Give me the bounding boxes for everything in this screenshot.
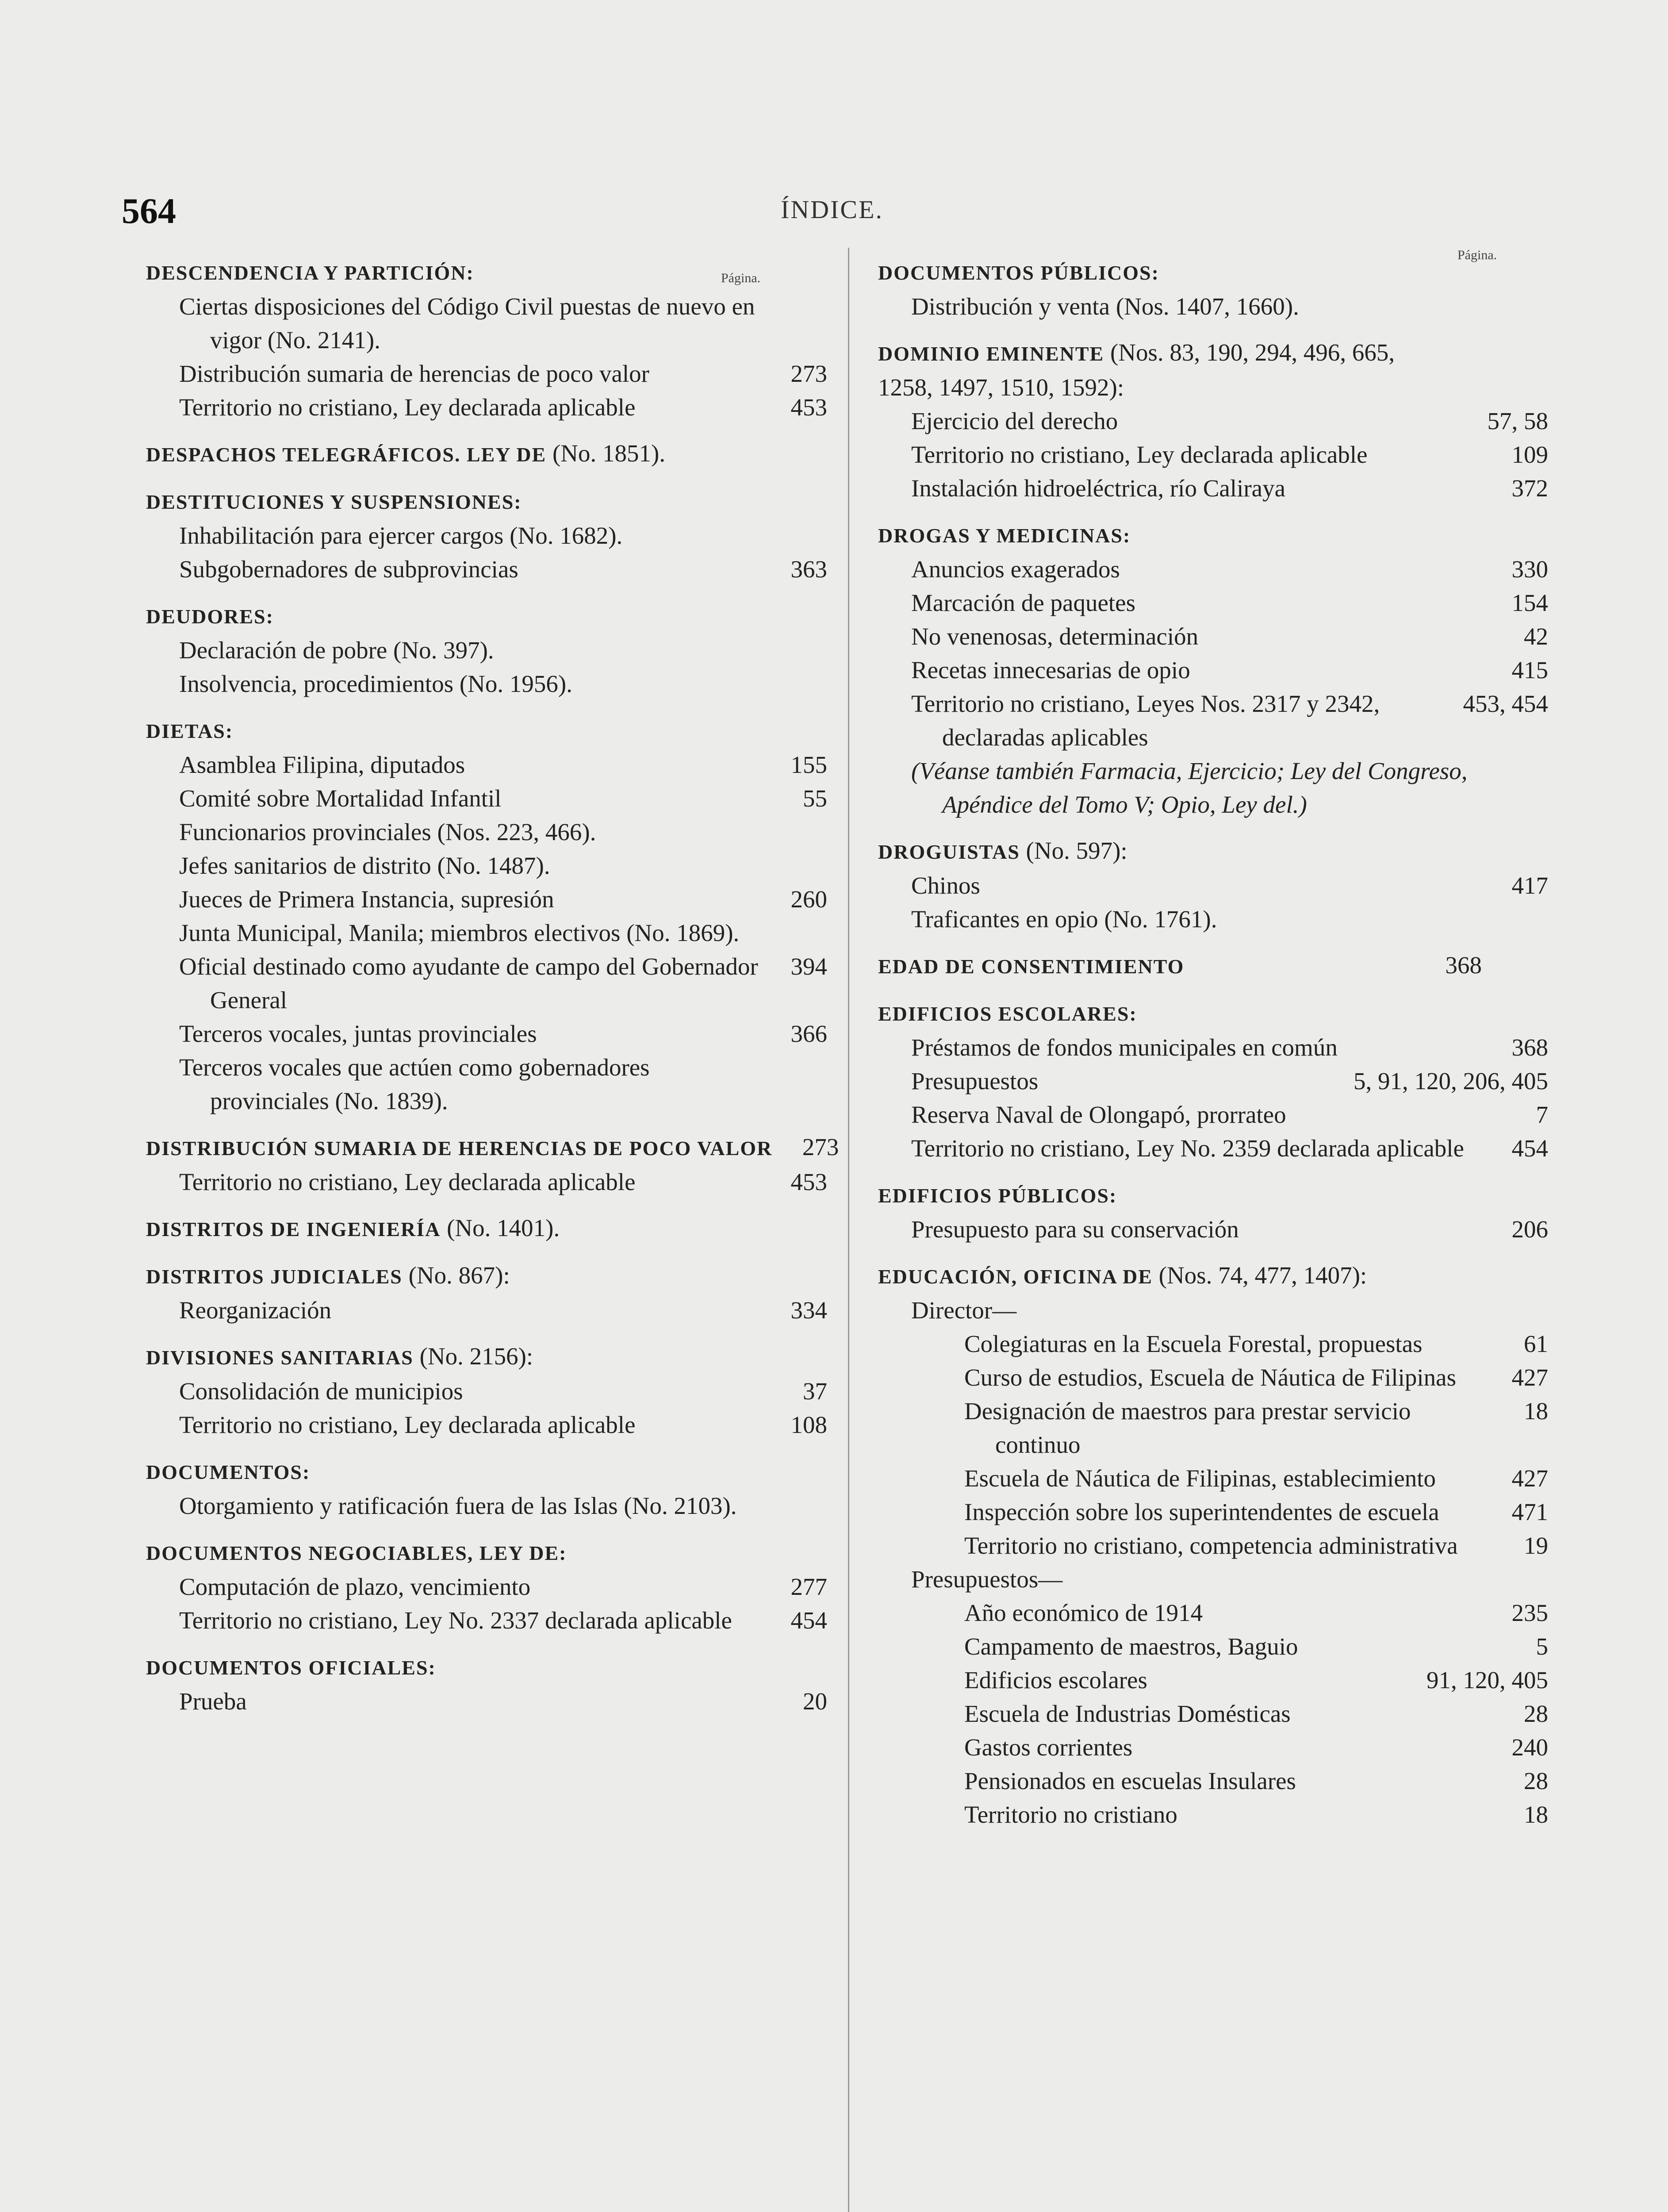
page-reference: 91, 120, 405 — [1426, 1667, 1548, 1694]
index-entry — [878, 1178, 1548, 1246]
subentry-text: Pensionados en escuelas Insulares — [964, 1767, 1296, 1794]
entry-heading-line — [146, 1130, 839, 1165]
page-reference: 37 — [803, 1378, 827, 1405]
page-reference: 368 — [1445, 952, 1482, 979]
index-subentry — [964, 1361, 1548, 1394]
index-subentry — [179, 1294, 827, 1327]
subentry-text: Ejercicio del derecho — [911, 407, 1118, 434]
entry-heading-line — [878, 255, 1548, 290]
entry-heading-body — [878, 1178, 1415, 1213]
index-subentry — [179, 1489, 827, 1523]
entry-heading-body — [878, 518, 1415, 553]
entry-heading: EDIFICIOS ESCOLARES: — [878, 1002, 1137, 1025]
entry-heading-line — [146, 1650, 827, 1685]
pagina-label-right: Página. — [1457, 248, 1497, 262]
index-subentry — [911, 404, 1548, 438]
page-reference: 366 — [790, 1020, 827, 1047]
page-reference: 454 — [1511, 1135, 1548, 1162]
entry-heading-line — [878, 996, 1548, 1031]
entry-heading: DOCUMENTOS: — [146, 1461, 311, 1483]
subentry-text: Territorio no cristiano — [964, 1801, 1177, 1828]
index-subentry — [911, 687, 1548, 754]
page-reference: 330 — [1511, 556, 1548, 583]
entry-heading-line — [878, 1178, 1548, 1213]
entry-heading-text — [146, 1214, 560, 1241]
page-reference: 61 — [1524, 1330, 1548, 1357]
index-entry — [146, 484, 827, 586]
index-subentry — [179, 815, 827, 849]
index-subentry — [964, 1529, 1548, 1563]
index-subentry — [964, 1394, 1548, 1462]
index-subentry — [911, 290, 1548, 323]
page-reference: 277 — [790, 1573, 827, 1600]
entry-heading-body — [146, 255, 694, 290]
index-subentry — [964, 1630, 1548, 1663]
entry-heading-body — [146, 484, 694, 519]
entry-heading: DIVISIONES SANITARIAS — [146, 1346, 414, 1369]
index-entry — [878, 834, 1548, 936]
entry-heading: DIETAS: — [146, 720, 234, 742]
index-subentry — [911, 438, 1548, 472]
entry-heading-line — [878, 949, 1548, 983]
entry-heading-body — [146, 1340, 694, 1375]
page-reference: 273 — [802, 1133, 839, 1160]
index-subentry — [911, 1031, 1548, 1064]
page-reference: 7 — [1536, 1101, 1548, 1128]
index-entry — [146, 599, 827, 701]
index-subentry — [179, 1604, 827, 1637]
index-subentry — [179, 634, 827, 667]
page-reference: 19 — [1524, 1532, 1548, 1559]
entry-heading-text — [878, 1181, 1117, 1208]
entry-heading-body — [878, 949, 1415, 983]
subentry-text: Escuela de Náutica de Filipinas, establecimiento — [964, 1465, 1436, 1492]
page-reference: 20 — [803, 1688, 827, 1715]
page-reference: 273 — [790, 360, 827, 387]
index-entry — [146, 713, 827, 1118]
subentry-text: Director— — [911, 1297, 1017, 1324]
entry-heading-text — [146, 440, 665, 467]
page-number: 564 — [122, 191, 176, 231]
index-subentry — [964, 1495, 1548, 1529]
entry-heading-suffix: (No. 597): — [1026, 837, 1127, 864]
subentry-text: Funcionarios provinciales (Nos. 223, 466). — [179, 818, 596, 845]
right-column — [878, 242, 1548, 1832]
entry-heading-text — [146, 258, 474, 285]
index-subentry — [179, 391, 827, 424]
page-reference: 427 — [1511, 1465, 1548, 1492]
index-subentry — [179, 1408, 827, 1442]
page-reference: 28 — [1524, 1700, 1548, 1727]
index-subentry — [911, 869, 1548, 902]
page-reference: 42 — [1524, 623, 1548, 650]
entry-heading-body — [146, 599, 694, 634]
entry-heading-line — [146, 484, 827, 519]
subentry-text: Edificios escolares — [964, 1667, 1147, 1694]
page-reference: 154 — [1511, 589, 1548, 616]
entry-heading-text — [146, 1343, 533, 1370]
entry-heading-text — [146, 1538, 567, 1565]
entry-heading: DOMINIO EMINENTE — [878, 342, 1104, 365]
subentry-text: Declaración de pobre (No. 397). — [179, 637, 494, 664]
running-head: ÍNDICE. — [781, 195, 884, 224]
page-reference: 5 — [1536, 1633, 1548, 1660]
subentry-text: Traficantes en opio (No. 1761). — [911, 906, 1217, 933]
entry-heading-body — [146, 1130, 772, 1165]
subentry-text: No venenosas, determinación — [911, 623, 1199, 650]
index-subentry — [179, 1051, 827, 1118]
index-subentry — [911, 902, 1548, 936]
index-subentry — [964, 1798, 1548, 1832]
entry-heading-text — [878, 258, 1159, 285]
subentry-text: Territorio no cristiano, Ley declarada aplicable — [179, 1411, 636, 1438]
subentry-text: Asamblea Filipina, diputados — [179, 751, 465, 778]
subentry-text: Campamento de maestros, Baguio — [964, 1633, 1298, 1660]
entry-heading-line — [146, 1211, 827, 1246]
index-subentry — [179, 290, 827, 357]
index-subentry — [179, 883, 827, 916]
subentry-text: Territorio no cristiano, Leyes Nos. 2317 y 2342, declaradas aplicables — [911, 690, 1380, 751]
entry-heading-text — [146, 1457, 310, 1484]
entry-heading-line — [878, 336, 1548, 404]
subentry-text: Inhabilitación para ejercer cargos (No. 1682). — [179, 522, 623, 549]
page-reference: 206 — [1511, 1216, 1548, 1243]
entry-heading-line — [146, 437, 827, 472]
subentry-text: Colegiaturas en la Escuela Forestal, propuestas — [964, 1330, 1423, 1357]
subentry-text: Territorio no cristiano, Ley No. 2359 declarada aplicable — [911, 1135, 1464, 1162]
entry-heading-body — [146, 1211, 694, 1246]
subentry-text: (Véanse también Farmacia, Ejercicio; Ley del Congreso, Apéndice del Tomo V; Opio, Ley del.) — [911, 757, 1468, 818]
entry-heading-body — [878, 996, 1415, 1031]
index-subentry — [964, 1731, 1548, 1764]
left-column — [146, 242, 839, 1718]
index-subentry — [911, 653, 1548, 687]
entry-heading: EDUCACIÓN, OFICINA DE — [878, 1265, 1153, 1288]
subentry-text: Jefes sanitarios de distrito (No. 1487). — [179, 852, 550, 879]
subentry-text: Terceros vocales, juntas provinciales — [179, 1020, 537, 1047]
subentry-text: Distribución sumaria de herencias de poco valor — [179, 360, 649, 387]
entry-heading-text — [878, 837, 1127, 864]
index-entry — [878, 949, 1548, 983]
page-reference: 394 — [790, 953, 827, 980]
entry-heading-line — [146, 255, 827, 290]
index-subentry — [179, 1570, 827, 1604]
subentry-text: Territorio no cristiano, Ley No. 2337 declarada aplicable — [179, 1607, 732, 1634]
index-subentry — [911, 586, 1548, 620]
index-subentry — [964, 1462, 1548, 1495]
entry-heading: DISTRITOS DE INGENIERÍA — [146, 1218, 441, 1240]
page-reference: 155 — [790, 751, 827, 778]
entry-heading-body — [146, 713, 694, 748]
entry-heading-body — [878, 834, 1415, 869]
entry-heading-suffix: (Nos. 74, 477, 1407): — [1158, 1262, 1367, 1289]
index-entry — [146, 1535, 827, 1637]
index-subentry — [911, 472, 1548, 505]
entry-heading-text — [878, 521, 1131, 548]
subentry-text: Oficial destinado como ayudante de campo del Gobernador General — [179, 953, 758, 1014]
index-subentry — [179, 1685, 827, 1718]
pagina-label-left: Página. — [721, 271, 761, 285]
index-subentry — [911, 553, 1548, 586]
subentry-text: Recetas innecesarias de opio — [911, 657, 1190, 684]
index-entry — [878, 1259, 1548, 1832]
page-reference: 334 — [790, 1297, 827, 1324]
index-entry — [878, 996, 1548, 1165]
page-reference: 109 — [1511, 441, 1548, 468]
subentry-text: Insolvencia, procedimientos (No. 1956). — [179, 670, 572, 697]
entry-heading: DOCUMENTOS PÚBLICOS: — [878, 261, 1159, 284]
page-reference: 427 — [1511, 1364, 1548, 1391]
entry-heading: EDAD DE CONSENTIMIENTO — [878, 955, 1185, 978]
entry-heading-line — [878, 1259, 1548, 1294]
subentry-text: Préstamos de fondos municipales en común — [911, 1034, 1338, 1061]
index-entry — [878, 255, 1548, 323]
subentry-text: Junta Municipal, Manila; miembros electivos (No. 1869). — [179, 919, 740, 946]
index-entry — [146, 1211, 827, 1246]
subentry-text: Territorio no cristiano, Ley declarada aplicable — [179, 1168, 636, 1195]
entry-heading: DESTITUCIONES Y SUSPENSIONES: — [146, 491, 522, 513]
entry-heading: DROGUISTAS — [878, 841, 1020, 863]
subentry-text: Territorio no cristiano, Ley declarada aplicable — [179, 394, 636, 421]
index-entry — [146, 1454, 827, 1523]
page-reference: 454 — [790, 1607, 827, 1634]
index-subentry — [964, 1596, 1548, 1630]
index-entry — [146, 437, 827, 472]
entry-heading-body — [878, 255, 1415, 290]
page-reference: 453, 454 — [1463, 690, 1548, 717]
page-reference: 108 — [790, 1411, 827, 1438]
subentry-text: Marcación de paquetes — [911, 589, 1135, 616]
entry-heading-text — [878, 952, 1184, 979]
page-reference: 372 — [1511, 475, 1548, 502]
entry-heading-suffix: (No. 867): — [408, 1262, 510, 1289]
entry-heading-text — [878, 1262, 1367, 1289]
page-reference: 5, 91, 120, 206, 405 — [1354, 1068, 1548, 1094]
entry-heading: DESPACHOS TELEGRÁFICOS. LEY DE — [146, 443, 547, 466]
subentry-text: Territorio no cristiano, competencia administrativa — [964, 1532, 1458, 1559]
index-subentry — [179, 553, 827, 586]
subentry-text: Presupuesto para su conservación — [911, 1216, 1239, 1243]
page-reference: 28 — [1524, 1767, 1548, 1794]
index-entry — [878, 336, 1548, 505]
index-subentry — [964, 1327, 1548, 1361]
subentry-text: Presupuestos— — [911, 1566, 1063, 1593]
entry-heading-suffix: (Nos. 83, 190, 294, 496, 665, 1258, 1497, 1510, 1592): — [878, 339, 1395, 401]
index-subentry — [911, 1098, 1548, 1132]
index-subentry — [964, 1697, 1548, 1731]
subentry-text: Distribución y venta (Nos. 1407, 1660). — [911, 293, 1299, 320]
entry-heading-text — [146, 1133, 772, 1160]
index-entry — [146, 1259, 827, 1327]
index-entry — [146, 1650, 827, 1718]
index-entry — [146, 1340, 827, 1442]
entry-heading: DEUDORES: — [146, 605, 274, 628]
subentry-text: Consolidación de municipios — [179, 1378, 463, 1405]
entry-heading-body — [146, 1650, 694, 1685]
index-subentry — [179, 357, 827, 391]
entry-heading-body — [878, 1259, 1415, 1294]
entry-heading-text — [146, 1653, 436, 1680]
index-subentry — [179, 519, 827, 553]
index-entry — [146, 1130, 839, 1199]
entry-heading-text — [878, 999, 1137, 1026]
entry-heading-body — [146, 1535, 694, 1570]
entry-heading-line — [146, 1535, 827, 1570]
page-reference: 18 — [1524, 1398, 1548, 1425]
subentry-text: Ciertas disposiciones del Código Civil puestas de nuevo en vigor (No. 2141). — [179, 293, 755, 353]
index-subentry — [179, 849, 827, 883]
index-subentry — [179, 950, 827, 1017]
entry-heading-text — [878, 339, 1395, 401]
subentry-text: Presupuestos — [911, 1068, 1039, 1094]
subentry-text: Reserva Naval de Olongapó, prorrateo — [911, 1101, 1286, 1128]
page-reference: 368 — [1511, 1034, 1548, 1061]
page-reference: 18 — [1524, 1801, 1548, 1828]
index-subentry — [964, 1764, 1548, 1798]
index-entry — [146, 255, 827, 424]
entry-heading: DOCUMENTOS OFICIALES: — [146, 1656, 436, 1679]
index-entry — [878, 518, 1548, 822]
entry-heading-text — [146, 1262, 510, 1289]
index-subentry — [179, 782, 827, 815]
subentry-text: Subgobernadores de subprovincias — [179, 556, 518, 583]
entry-heading-text — [146, 487, 522, 514]
page-reference: 235 — [1511, 1599, 1548, 1626]
subentry-text: Curso de estudios, Escuela de Náutica de Filipinas — [964, 1364, 1456, 1391]
subentry-text: Otorgamiento y ratificación fuera de las Islas (No. 2103). — [179, 1492, 737, 1519]
entry-heading-body — [146, 437, 694, 472]
page-reference: 240 — [1511, 1734, 1548, 1761]
entry-heading-suffix: (No. 1401). — [447, 1214, 560, 1241]
index-subentry — [179, 748, 827, 782]
entry-heading-line — [146, 599, 827, 634]
index-subentry — [911, 1294, 1548, 1327]
entry-heading-body — [146, 1454, 694, 1489]
subentry-text: Prueba — [179, 1688, 247, 1715]
entry-heading-suffix: (No. 1851). — [552, 440, 666, 467]
entry-heading-line — [146, 713, 827, 748]
entry-heading: DROGAS Y MEDICINAS: — [878, 524, 1131, 547]
column-divider — [848, 248, 849, 2212]
index-subentry — [911, 1213, 1548, 1246]
subentry-text: Terceros vocales que actúen como gobernadores provinciales (No. 1839). — [179, 1054, 650, 1114]
entry-heading-text — [146, 716, 233, 743]
page-reference: 260 — [790, 886, 827, 913]
subentry-text: Anuncios exagerados — [911, 556, 1120, 583]
subentry-text: Año económico de 1914 — [964, 1599, 1203, 1626]
entry-heading-text — [146, 602, 274, 629]
index-subentry — [179, 1165, 827, 1199]
index-subentry — [179, 916, 827, 950]
entry-heading-line — [878, 518, 1548, 553]
page-reference: 417 — [1511, 872, 1548, 899]
page-reference: 415 — [1511, 657, 1548, 684]
entry-heading: DISTRITOS JUDICIALES — [146, 1265, 403, 1288]
page-reference: 453 — [790, 1168, 827, 1195]
page-reference: 57, 58 — [1487, 407, 1548, 434]
subentry-text: Inspección sobre los superintendentes de escuela — [964, 1498, 1439, 1525]
entry-heading-line — [878, 834, 1548, 869]
subentry-text: Escuela de Industrias Domésticas — [964, 1700, 1291, 1727]
entry-heading-suffix: (No. 2156): — [419, 1343, 533, 1370]
index-subentry — [179, 667, 827, 701]
index-subentry — [911, 1563, 1548, 1596]
entry-heading-body — [878, 336, 1415, 404]
page-reference: 55 — [803, 785, 827, 812]
page-reference: 453 — [790, 394, 827, 421]
subentry-text: Territorio no cristiano, Ley declarada aplicable — [911, 441, 1368, 468]
entry-heading-line — [146, 1340, 827, 1375]
entry-heading: DISTRIBUCIÓN SUMARIA DE HERENCIAS DE POCO VALOR — [146, 1137, 773, 1160]
subentry-text: Jueces de Primera Instancia, supresión — [179, 886, 554, 913]
entry-heading: DOCUMENTOS NEGOCIABLES, LEY DE: — [146, 1542, 567, 1564]
entry-heading: EDIFICIOS PÚBLICOS: — [878, 1184, 1117, 1207]
index-subentry — [179, 1017, 827, 1051]
subentry-text: Gastos corrientes — [964, 1734, 1133, 1761]
entry-heading-line — [146, 1259, 827, 1294]
subentry-text: Chinos — [911, 872, 980, 899]
index-subentry — [179, 1375, 827, 1408]
subentry-text: Comité sobre Mortalidad Infantil — [179, 785, 502, 812]
subentry-text: Reorganización — [179, 1297, 332, 1324]
entry-heading-body — [146, 1259, 694, 1294]
index-subentry — [911, 1064, 1548, 1098]
page-reference: 363 — [790, 556, 827, 583]
page-reference: 471 — [1511, 1498, 1548, 1525]
index-subentry — [911, 754, 1548, 822]
index-subentry — [911, 620, 1548, 653]
entry-heading-line — [146, 1454, 827, 1489]
index-subentry — [964, 1663, 1548, 1697]
subentry-text: Computación de plazo, vencimiento — [179, 1573, 531, 1600]
subentry-text: Instalación hidroeléctrica, río Caliraya — [911, 475, 1286, 502]
entry-heading: DESCENDENCIA Y PARTICIÓN: — [146, 261, 474, 284]
subentry-text: Designación de maestros para prestar servicio continuo — [964, 1398, 1411, 1458]
index-subentry — [911, 1132, 1548, 1165]
